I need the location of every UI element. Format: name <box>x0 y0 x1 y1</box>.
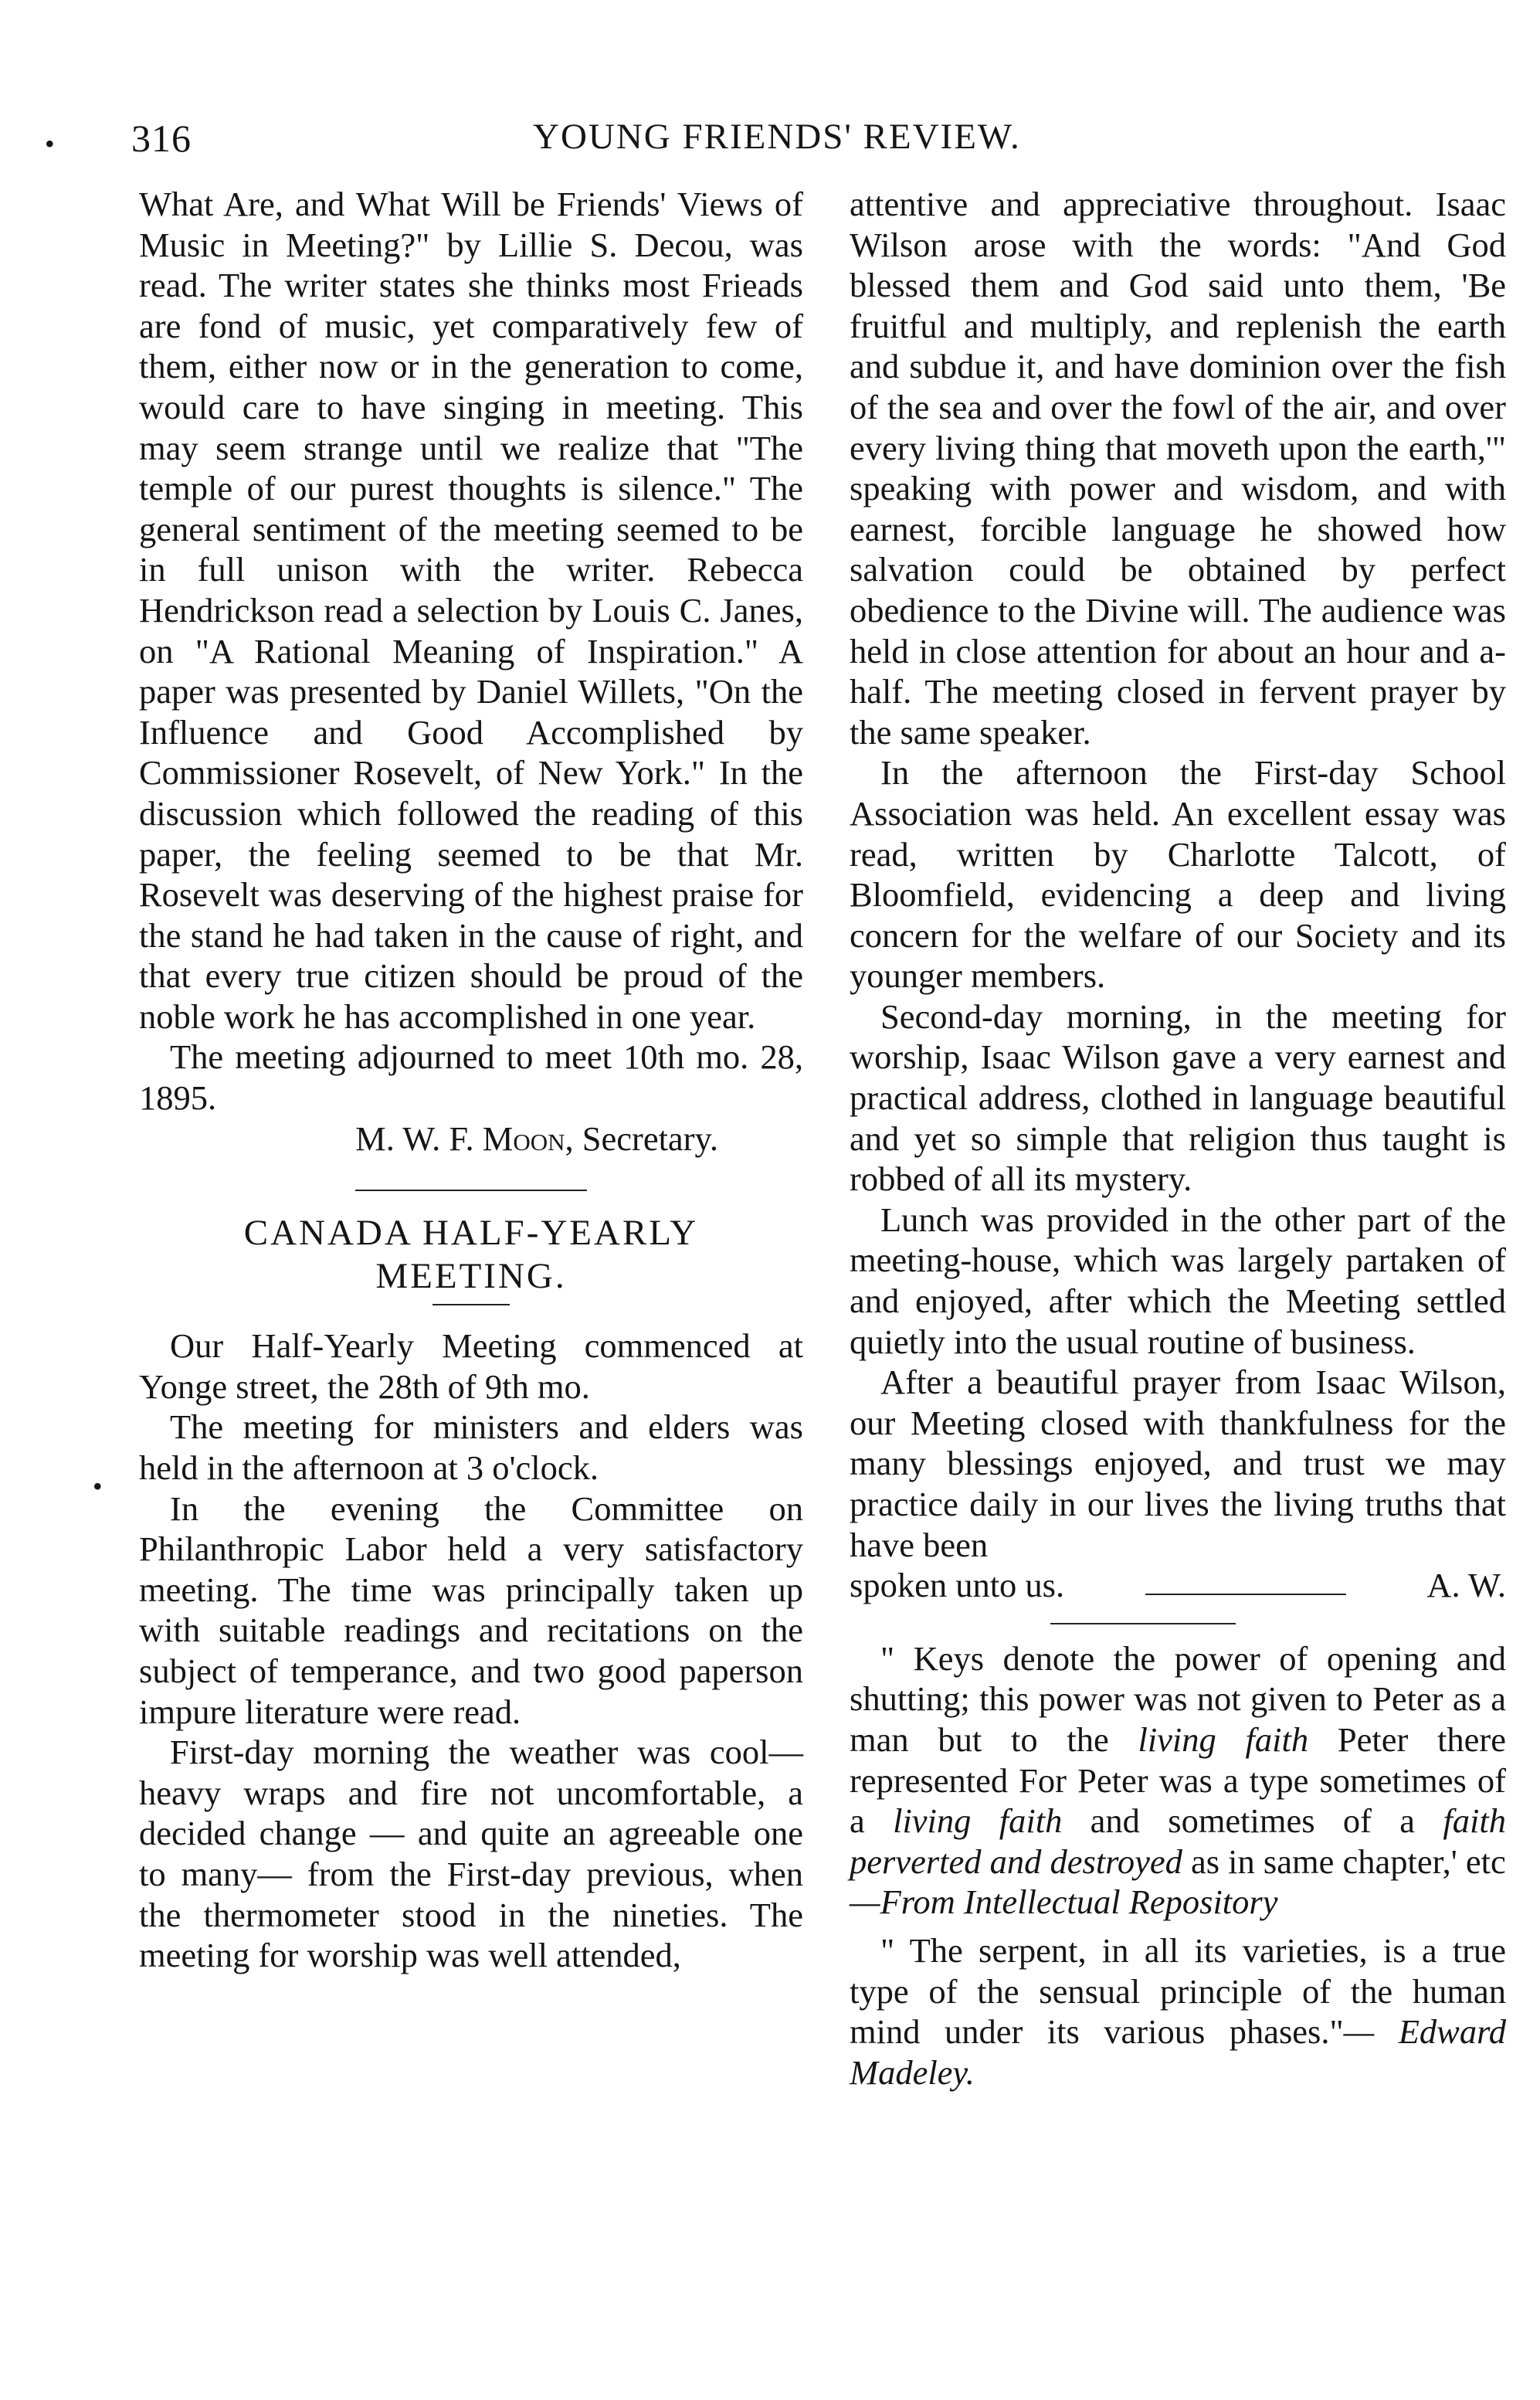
left-column <box>139 184 803 1976</box>
section-heading-line-1: CANADA HALF-YEARLY <box>243 1213 699 1254</box>
quotation-serpent <box>850 1930 1506 2093</box>
quote-attribution: — Edward Madeley. <box>850 2012 1506 2092</box>
article-paragraph: Second-day morning, in the meeting for worship, Isaac Wilson gave a very earnest and practical address, clothed in language beautiful and yet so simple that religion thus taught is robbed of all its mystery. <box>850 996 1506 1199</box>
signoff-rule <box>1145 1594 1346 1595</box>
quote-emphasis: living faith <box>893 1801 1063 1841</box>
quote-text: Peter there represented For Peter was a type sometimes of a <box>850 1719 1507 1841</box>
article-paragraph: What Are, and What Will be Friends' Views of Music in Meeting?" by Lillie S. Decou, was read. The writer states she thinks most Frieads are fond of music, yet comparatively few of them, either now or in the generation to come, would care to have singing in meeting. This may seem strange until we realize that "The temple of our purest thoughts is silence." The general sentiment of the meeting seemed to be in full unison with the writer. Rebecca Hendrickson read a selection by Louis C. Janes, on "A Rational Meaning of Inspiration." A paper was presented by Daniel Willets, "On the Influence and Good Accomplished by Commissioner Rosevelt, of New York." In the discussion which followed the reading of this paper, the feeling seemed to be that Mr. Rosevelt was deserving of the highest praise for the stand he had taken in the cause of right, and that every true citizen should be proud of the noble work he has accomplished in one year. <box>139 185 803 1036</box>
article-paragraph: Our Half-Yearly Meeting commenced at Yonge street, the 28th of 9th mo. <box>139 1326 803 1406</box>
quote-attribution: —From Intellectual Repository <box>850 1882 1278 1922</box>
article-paragraph: Lunch was provided in the other part of the meeting-house, which was largely partaken of and enjoyed, after which the Meeting settled quietly into the usual routine of business. <box>850 1200 1506 1361</box>
quote-text: " The serpent, in all its varieties, is a true type of the sensual principle of the human mind under its various phases." <box>850 1930 1506 2052</box>
heading-underline <box>432 1304 510 1305</box>
running-title: YOUNG FRIENDS' REVIEW. <box>533 117 1021 157</box>
section-heading-line-2: MEETING. <box>375 1256 567 1297</box>
section-divider <box>355 1190 587 1191</box>
article-paragraph: The meeting adjourned to meet 10th mo. 28, 1895. <box>139 1037 803 1118</box>
right-column <box>850 184 1506 2100</box>
quote-text: and sometimes of a <box>1062 1801 1443 1841</box>
article-paragraph: In the afternoon the First-day School Association was held. An excellent essay was read, written by Charlotte Talcott, of Bloomfield, evidencing a deep and living concern for the welfare of our Society and its younger members. <box>850 753 1506 996</box>
article-paragraph: In the evening the Committee on Philanthropic Labor held a very satisfactory meeting. The time was principally taken up with suitable readings and recitations on the subject of temperance, and two good paperson impure literature were read. <box>139 1489 803 1731</box>
article-paragraph: attentive and appreciative throughout. Isaac Wilson arose with the words: "And God blessed them and God said unto them, 'Be fruitful and multiply, and replenish the earth and subdue it, and have dominion over the fish of the sea and over the fowl of the air, and over every living thing that moveth upon the earth,'" speaking with power and wisdom, and with earnest, forcible language he showed how salvation could be obtained by perfect obedience to the Divine will. The audience was held in close attention for about an hour and a-half. The meeting closed in fervent prayer by the same speaker. <box>850 185 1506 752</box>
article-paragraph: After a beautiful prayer from Isaac Wilson, our Meeting closed with thankfulness for the many blessings enjoyed, and trust we may practice daily in our lives the living truths that have been <box>850 1363 1506 1564</box>
quote-text: as in same chapter,' etc <box>1182 1842 1506 1881</box>
secretary-signature <box>139 1119 803 1159</box>
stray-ink-mark: • <box>45 128 55 159</box>
article-paragraph: First-day morning the weather was cool—heavy wraps and fire not uncomfortable, a decided change — and quite an agreeable one to many— from the First-day previous, when the thermometer stood in the nineties. The meeting for worship was well attended, <box>139 1733 803 1975</box>
page-number: 316 <box>131 117 192 160</box>
article-paragraph: The meeting for ministers and elders was held in the afternoon at 3 o'clock. <box>139 1407 803 1488</box>
signoff-text: spoken unto us. <box>850 1566 1065 1605</box>
article-signoff <box>850 1565 1506 1606</box>
quote-emphasis: living faith <box>1138 1719 1309 1759</box>
quotation-keys <box>850 1638 1506 1923</box>
quote-divider <box>1050 1623 1236 1624</box>
page-header <box>131 116 1135 170</box>
quote-emphasis: faith perverted and destroyed <box>850 1801 1506 1881</box>
signature-name: M. W. F. Moon, <box>355 1119 574 1158</box>
quote-text: " Keys denote the power of opening and shutting; this power was not given to Peter as a man but to the <box>850 1638 1506 1759</box>
signature-role: Secretary. <box>582 1119 718 1158</box>
stray-ink-mark: • <box>93 1471 103 1502</box>
author-initials: A. W. <box>1426 1566 1506 1605</box>
